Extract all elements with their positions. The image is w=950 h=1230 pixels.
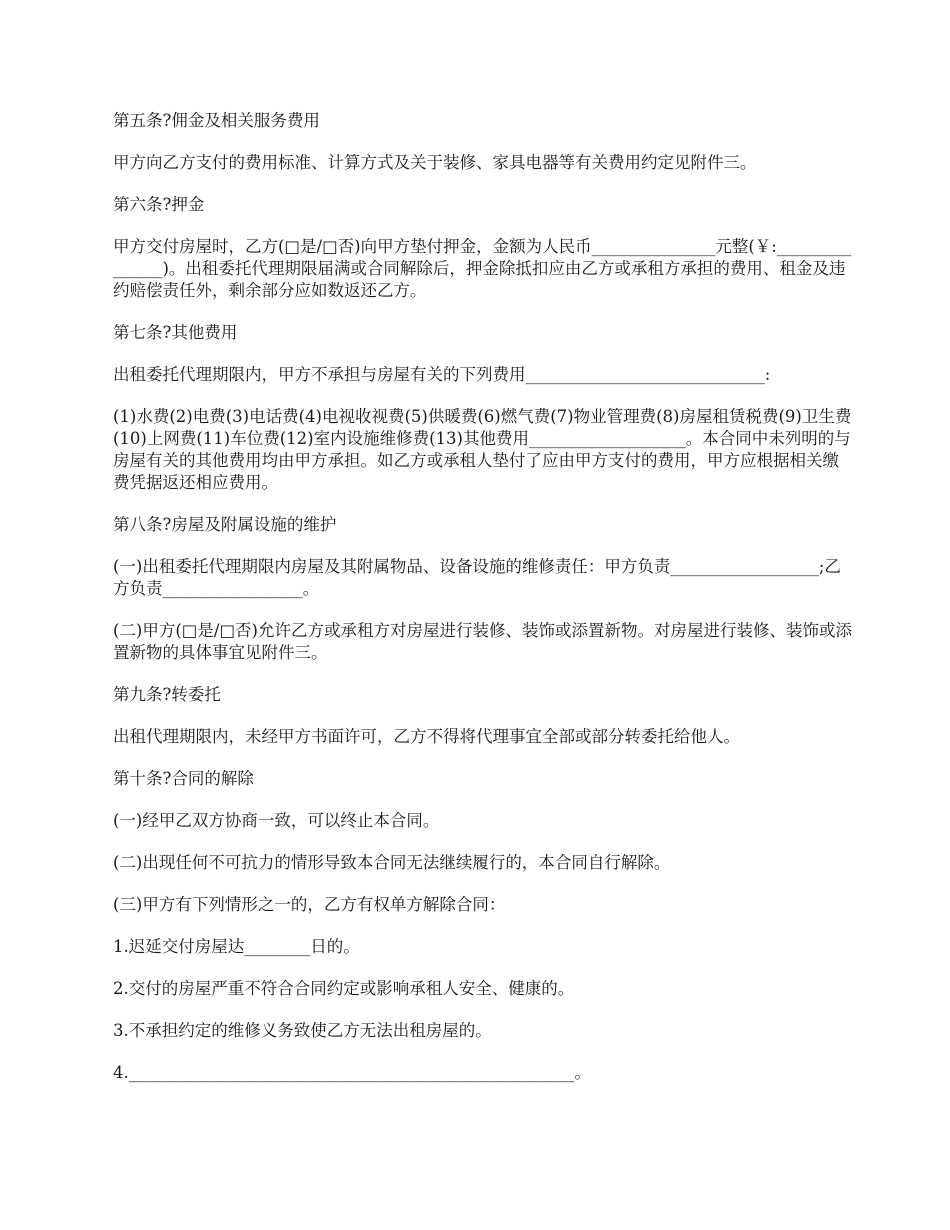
article-7-fee-list: (1)水费(2)电费(3)电话费(4)电视收视费(5)供暖费(6)燃气费(7)物业管理费(8)房屋租赁税费(9)卫生费(10)上网费(11)车位费(12)室内设施维修费(13)其他费用___________________。本合同中未列明的与房屋有关的其他费用均由甲方承担。如乙方或承租人垫付了应由甲方支付的费用，甲方应根据相关缴费凭据返还相应费用。 [113,407,852,492]
article-10-sub-3: 3.不承担约定的维修义务致使乙方无法出租房屋的。 [113,1021,492,1040]
article-10-item-2: (二)出现任何不可抗力的情形导致本合同无法继续履行的，本合同自行解除。 [113,853,671,872]
article-5-text: 甲方向乙方支付的费用标准、计算方式及关于装修、家具电器等有关费用约定见附件三。 [113,153,757,172]
article-10-sub-1: 1.迟延交付房屋达________日的。 [113,937,360,956]
document-body [113,110,853,1104]
article-6-text: 甲方交付房屋时，乙方(□是/□否)向甲方垫付押金，金额为人民币_______________元整(￥:_______________)。出租委托代理期限届满或合同解除后，押金除抵扣应由乙方或承租方承担的费用、租金及违约赔偿责任外，剩余部分应如数返还乙方。 [113,237,852,300]
article-9-heading: 第九条?转委托 [113,685,221,704]
article-10-heading: 第十条?合同的解除 [113,769,254,788]
article-5-heading: 第五条?佣金及相关服务费用 [113,111,320,130]
article-10-item-1: (一)经甲乙双方协商一致，可以终止本合同。 [113,811,440,830]
article-7-text: 出租委托代理期限内，甲方不承担与房屋有关的下列费用_____________________________: [113,365,771,384]
article-10-sub-2: 2.交付的房屋严重不符合合同约定或影响承租人安全、健康的。 [113,979,575,998]
article-10-sub-4: 4.______________________________________________________。 [113,1063,591,1082]
article-8-heading: 第八条?房屋及附属设施的维护 [113,515,337,534]
article-6-heading: 第六条?押金 [113,195,205,214]
article-8-item-1: (一)出租委托代理期限内房屋及其附属物品、设备设施的维修责任：甲方负责__________________;乙方负责_________________。 [113,557,841,598]
article-7-heading: 第七条?其他费用 [113,323,238,342]
article-8-item-2: (二)甲方(□是/□否)允许乙方或承租方对房屋进行装修、装饰或添置新物。对房屋进行装修、装饰或添置新物的具体事宜见附件三。 [113,621,852,662]
article-9-text: 出租代理期限内，未经甲方书面许可，乙方不得将代理事宜全部或部分转委托给他人。 [113,727,740,746]
article-10-item-3: (三)甲方有下列情形之一的，乙方有权单方解除合同： [113,895,506,914]
